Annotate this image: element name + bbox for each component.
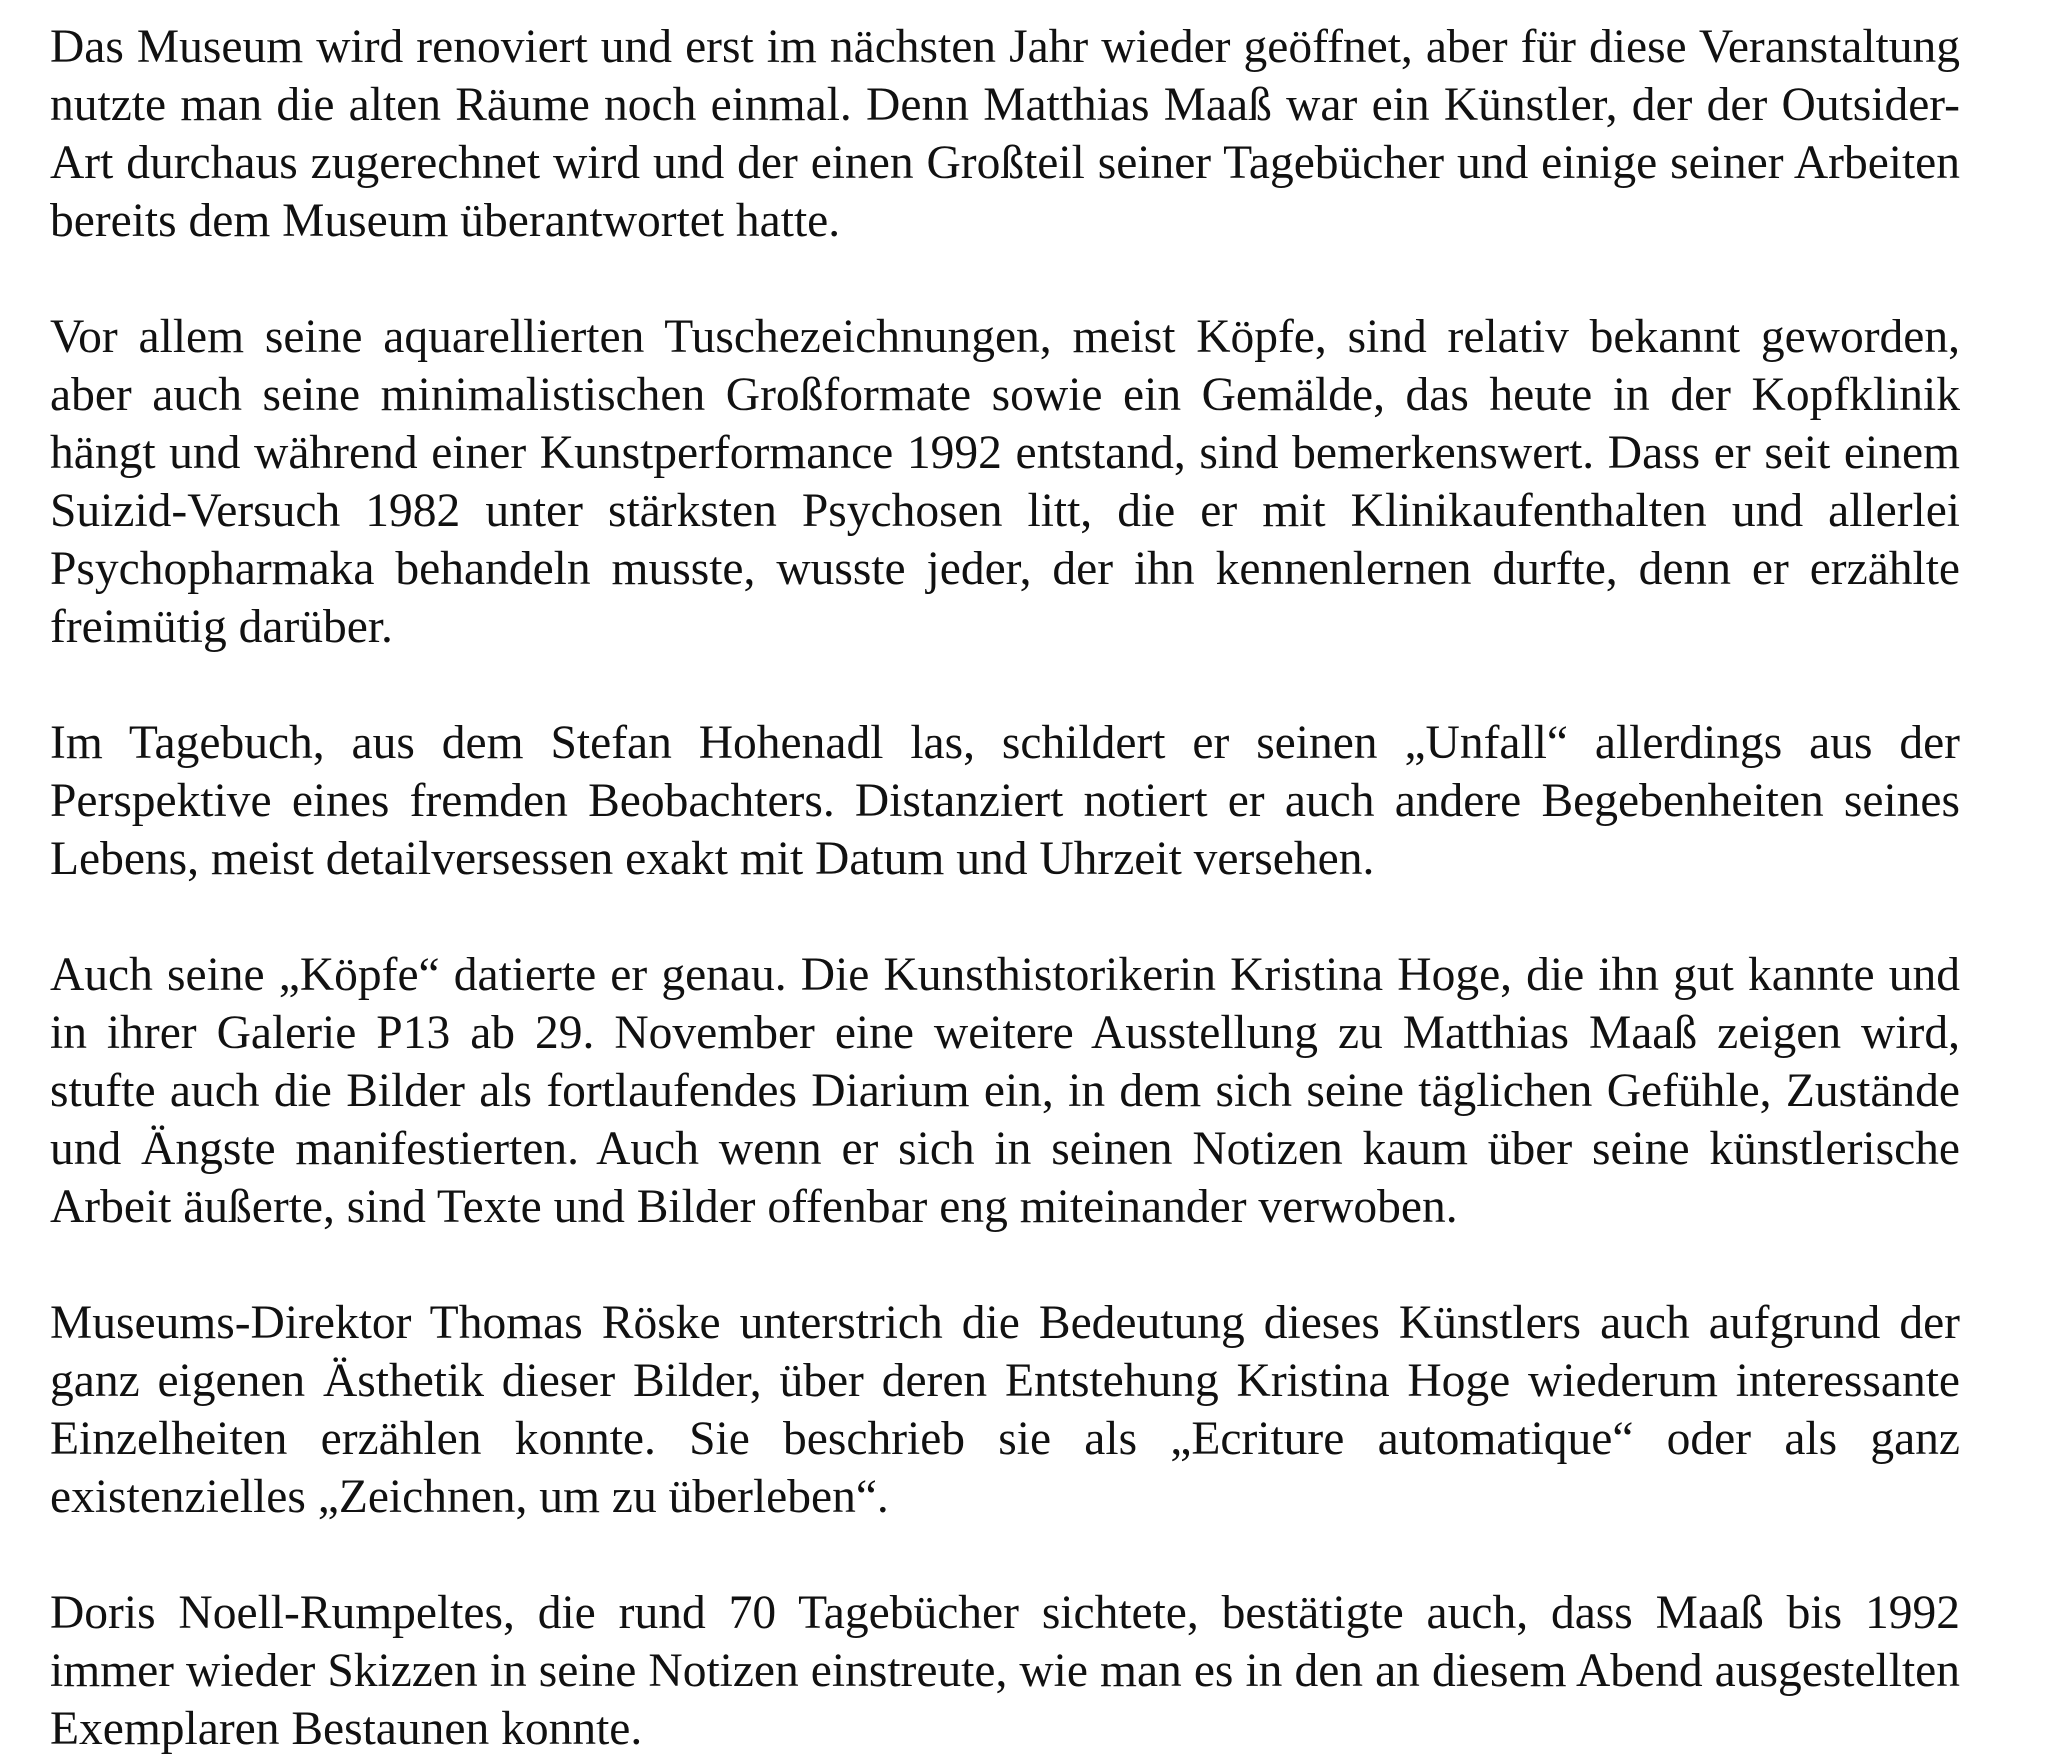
paragraph-diaries-sketches: Doris Noell-Rumpeltes, die rund 70 Tagebücher sichtete, bestätigte auch, dass Maaß bis 1992 immer wieder Skizzen in seine Notizen einstreute, wie man es in den an diesem Abend ausgestellten Exemplaren Bestaunen konnte. [50, 1587, 1960, 1755]
paragraph-ink-drawings: Vor allem seine aquarellierten Tuschezeichnungen, meist Köpfe, sind relativ bekannt geworden, aber auch seine minimalistischen Großformate sowie ein Gemälde, das heute in der Kopfklinik hängt und während einer Kunstperformance 1992 entstand, sind bemerkenswert. Dass er seit einem Suizid-Versuch 1982 unter stärksten Psychosen litt, die er mit Klinikaufenthalten und allerlei Psychopharmaka behandeln musste, wusste jeder, der ihn kennenlernen durfte, denn er erzählte freimütig darüber. [50, 311, 1960, 653]
document-body [50, 18, 1960, 1758]
paragraph-diary-reading: Im Tagebuch, aus dem Stefan Hohenadl las, schildert er seinen „Unfall“ allerdings aus der Perspektive eines fremden Beobachters. Distanziert notiert er auch andere Begebenheiten seines Lebens, meist detailversessen exakt mit Datum und Uhrzeit versehen. [50, 717, 1960, 885]
paragraph-museum-renovation: Das Museum wird renoviert und erst im nächsten Jahr wieder geöffnet, aber für diese Veranstaltung nutzte man die alten Räume noch einmal. Denn Matthias Maaß war ein Künstler, der der Outsider-Art durchaus zugerechnet wird und der einen Großteil seiner Tagebücher und einige seiner Arbeiten bereits dem Museum überantwortet hatte. [50, 21, 1960, 247]
paragraph-museum-director: Museums-Direktor Thomas Röske unterstrich die Bedeutung dieses Künstlers auch aufgrund der ganz eigenen Ästhetik dieser Bilder, über deren Entstehung Kristina Hoge wiederum interessante Einzelheiten erzählen konnte. Sie beschrieb sie als „Ecriture automatique“ oder als ganz existenzielles „Zeichnen, um zu überleben“. [50, 1297, 1960, 1523]
paragraph-heads-dated: Auch seine „Köpfe“ datierte er genau. Die Kunsthistorikerin Kristina Hoge, die ihn gut kannte und in ihrer Galerie P13 ab 29. November eine weitere Ausstellung zu Matthias Maaß zeigen wird, stufte auch die Bilder als fortlaufendes Diarium ein, in dem sich seine täglichen Gefühle, Zustände und Ängste manifestierten. Auch wenn er sich in seinen Notizen kaum über seine künstlerische Arbeit äußerte, sind Texte und Bilder offenbar eng miteinander verwoben. [50, 949, 1960, 1233]
